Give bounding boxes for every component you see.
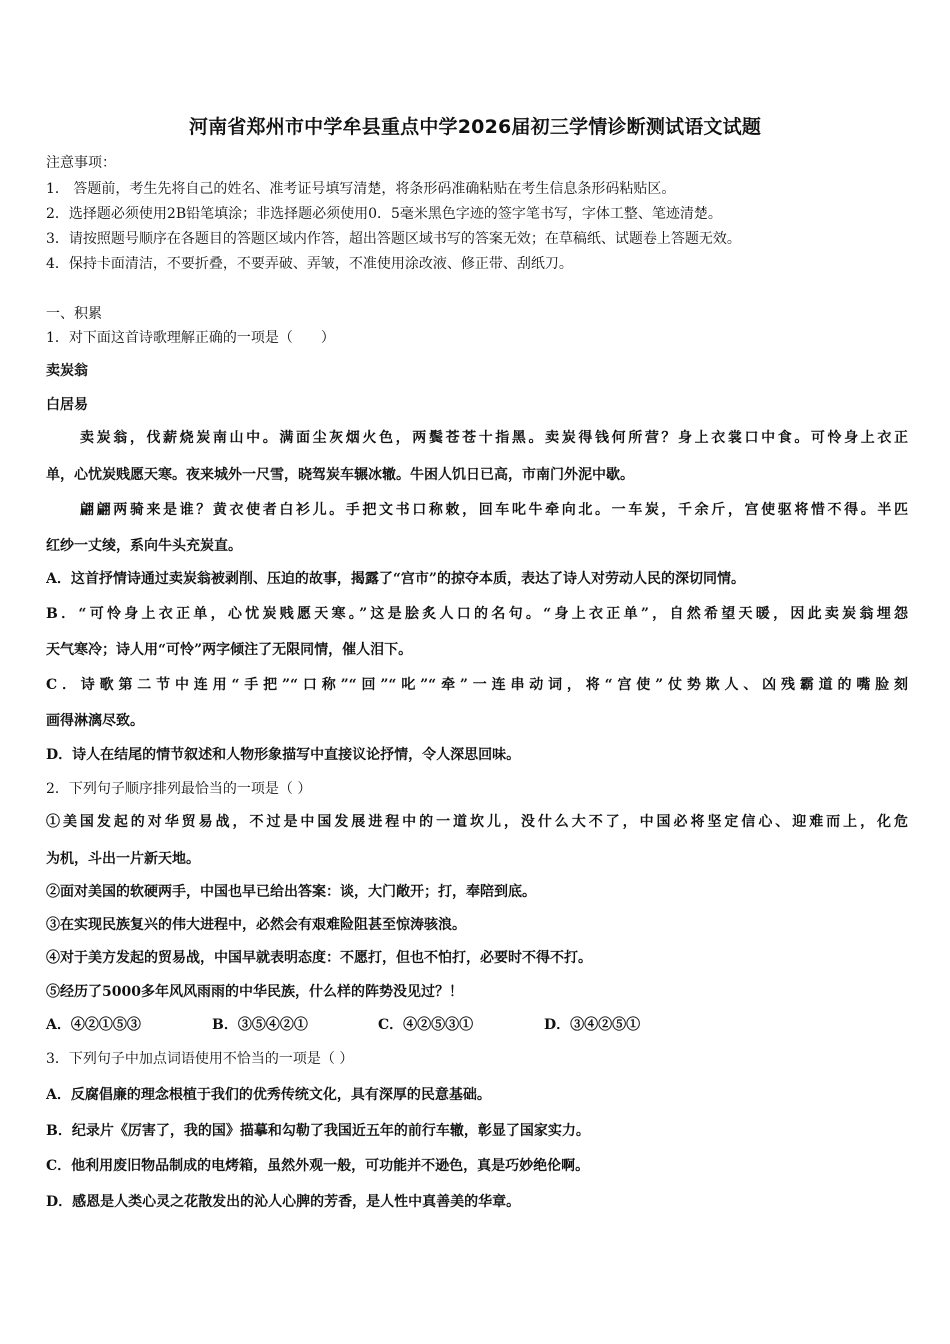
q2-options [46,1014,908,1034]
q1-option-d: D．诗人在结尾的情节叙述和人物形象描写中直接议论抒情，令人深思回味。 [46,747,521,763]
q2-sentence-4: ④对于美方发起的贸易战，中国早就表明态度：不愿打，但也不怕打，必要时不得不打。 [46,950,592,966]
q1-option-b-cont: 天气寒冷；诗人用“可怜”两字倾注了无限同情，催人泪下。 [46,642,413,658]
q3-option-c: C．他利用废旧物品制成的电烤箱，虽然外观一般，可功能并不逊色，真是巧妙绝伦啊。 [46,1158,590,1174]
q2-option-a: A．④②①⑤③ [46,1017,141,1033]
notice-item-1: 1． 答题前，考生先将自己的姓名、准考证号填写清楚，将条形码准确粘贴在考生信息条形码粘贴区。 [46,181,676,197]
q2-sentence-1-cont: 为机，斗出一片新天地。 [46,851,200,867]
question-1-stem: 1．对下面这首诗歌理解正确的一项是（ ） [46,330,335,346]
notice-item-2: 2．选择题必须使用2B铅笔填涂；非选择题必须使用0．5毫米黑色字迹的签字笔书写，字体工整、笔迹清楚。 [46,206,722,222]
q1-option-c: C．诗歌第二节中连用“手把”“口称”“回”“叱”“牵”一连串动词，将“宫使”仗势欺人、凶残霸道的嘴脸刻 [46,677,908,693]
q2-sentence-3: ③在实现民族复兴的伟大进程中，必然会有艰难险阻甚至惊涛骇浪。 [46,917,466,933]
q1-option-b: B．“可怜身上衣正单，心忧炭贱愿天寒。”这是脍炙人口的名句。“身上衣正单”，自然希望天暖，因此卖炭翁埋怨 [46,606,908,622]
q1-option-a: A．这首抒情诗通过卖炭翁被剥削、压迫的故事，揭露了“宫市”的掠夺本质，表达了诗人对劳动人民的深切同情。 [46,571,745,587]
poem-line-2: 单，心忧炭贱愿天寒。夜来城外一尺雪，晓驾炭车辗冰辙。牛困人饥日已高，市南门外泥中歇。 [46,467,634,483]
notice-heading: 注意事项： [46,155,116,171]
poem-line-4: 红纱一丈绫，系向牛头充炭直。 [46,538,242,554]
q3-option-b: B．纪录片《厉害了，我的国》描摹和勾勒了我国近五年的前行车辙，彰显了国家实力。 [46,1123,590,1139]
page-title: 河南省郑州市中学牟县重点中学2026届初三学情诊断测试语文试题 [188,116,762,138]
section-heading: 一、积累 [46,306,102,322]
notice-item-3: 3．请按照题号顺序在各题目的答题区域内作答，超出答题区域书写的答案无效；在草稿纸、试题卷上答题无效。 [46,231,741,247]
q1-option-c-cont: 画得淋漓尽致。 [46,713,144,729]
question-2-stem: 2．下列句子顺序排列最恰当的一项是（ ） [46,781,312,797]
q2-sentence-1: ①美国发起的对华贸易战，不过是中国发展进程中的一道坎儿，没什么大不了，中国必将坚定信心、迎难而上，化危 [46,814,908,830]
q3-option-d: D．感恩是人类心灵之花散发出的沁人心脾的芳香，是人性中真善美的华章。 [46,1194,521,1210]
question-3-stem: 3．下列句子中加点词语使用不恰当的一项是（ ） [46,1051,354,1067]
q2-sentence-5: ⑤经历了5000多年风风雨雨的中华民族，什么样的阵势没见过？！ [46,984,463,1000]
q2-sentence-2: ②面对美国的软硬两手，中国也早已给出答案：谈，大门敞开；打，奉陪到底。 [46,884,536,900]
q2-option-d: D．③④②⑤① [544,1017,641,1033]
q3-option-a: A．反腐倡廉的理念根植于我们的优秀传统文化，具有深厚的民意基础。 [46,1087,491,1103]
poem-line-1: 卖炭翁，伐薪烧炭南山中。满面尘灰烟火色，两鬓苍苍十指黑。卖炭得钱何所营？身上衣裳口中食。可怜身上衣正 [80,430,908,446]
poem-title: 卖炭翁 [46,363,88,379]
q2-option-b: B．③⑤④②① [212,1017,308,1033]
q2-option-c: C．④②⑤③① [378,1017,474,1033]
poem-line-3: 翩翩两骑来是谁？黄衣使者白衫儿。手把文书口称敕，回车叱牛牵向北。一车炭，千余斤，宫使驱将惜不得。半匹 [80,502,908,518]
notice-item-4: 4．保持卡面清洁，不要折叠，不要弄破、弄皱，不准使用涂改液、修正带、刮纸刀。 [46,256,573,272]
poem-author: 白居易 [46,397,88,413]
